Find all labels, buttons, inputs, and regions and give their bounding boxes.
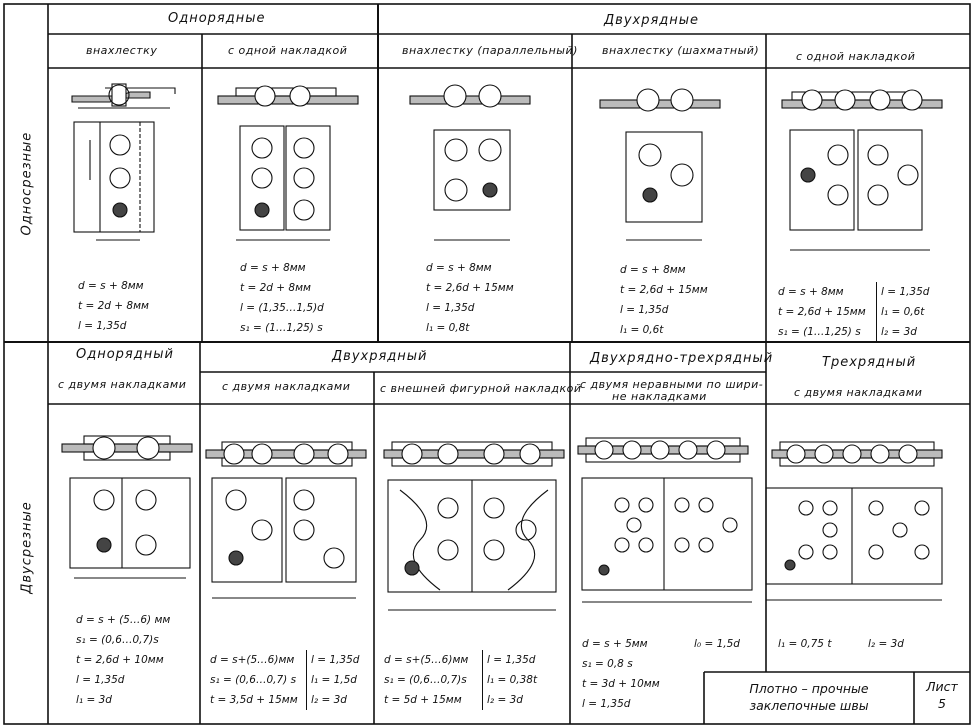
formula-block xyxy=(426,258,514,338)
formula-line: t = 2d + 8мм xyxy=(78,300,149,312)
col-label-two-straps-3: с двумя накладками xyxy=(794,386,923,399)
formula-line: d = s + 8мм xyxy=(620,264,686,276)
header-double-triple-row: Двухрядно-трехрядный xyxy=(590,351,774,366)
formula-line: l = 1,35d xyxy=(78,320,127,332)
formula-line: l = 1,35d xyxy=(487,654,536,666)
formula-line: d = s + 8мм xyxy=(778,286,844,298)
formula-line: t = 2d + 8мм xyxy=(240,282,311,294)
row-label-double-shear: Двусрезные xyxy=(19,501,35,594)
col-label-two-straps: с двумя накладками xyxy=(58,378,187,391)
formula-line: l₁ = 0,38t xyxy=(487,674,538,686)
sketch-double-row-one-strap xyxy=(782,90,942,250)
col-label-unequal-straps-2: не накладками xyxy=(612,390,707,403)
formula-line: l₁ = 1,5d xyxy=(311,674,357,686)
formula-block xyxy=(210,650,298,710)
formula-line: s₁ = (0,6…0,7) s xyxy=(210,674,297,686)
formula-line: s₁ = (0,6…0,7)s xyxy=(384,674,467,686)
formula-block xyxy=(240,258,324,338)
formula-line: d = s + 5мм xyxy=(582,638,648,650)
formula-block xyxy=(778,282,866,342)
formula-line: l₁ = 0,8t xyxy=(426,322,470,334)
col-label-figured-strap: с внешней фигурной накладкой xyxy=(380,382,582,395)
col-label-two-straps-2: с двумя накладками xyxy=(222,380,351,393)
formula-block xyxy=(620,260,708,340)
formula-line: t = 2,6d + 15мм xyxy=(778,306,866,318)
formula-block xyxy=(384,650,468,710)
formula-line: s₁ = (1…1,25) s xyxy=(778,326,861,338)
formula-line: t = 5d + 15мм xyxy=(384,694,462,706)
formula-line: t = 3d + 10мм xyxy=(582,678,660,690)
formula-line: l = 1,35d xyxy=(620,304,669,316)
formula-line: t = 2,6d + 15мм xyxy=(620,284,708,296)
sketch-double-row-parallel xyxy=(410,85,530,240)
formula-line: l₁ = 0,6t xyxy=(620,324,664,336)
formula-line: l₁ = 3d xyxy=(76,694,112,706)
formula-line: l₁ = 0,75 t xyxy=(778,638,832,650)
formula-line: d = s+(5…6)мм xyxy=(210,654,295,666)
col-label-lap-parallel: внахлестку (параллельный) xyxy=(402,44,578,57)
col-label-unequal-straps-1: с двумя неравными по шири- xyxy=(580,378,764,391)
formula-line: l = 1,35d xyxy=(426,302,475,314)
formula-line: l₂ = 3d xyxy=(487,694,523,706)
col-label-lap: внахлестку xyxy=(86,44,158,57)
sketch-triple-row xyxy=(766,442,942,600)
sheet-title-line1: Плотно – прочные xyxy=(749,681,869,696)
formula-line: d = s + 8мм xyxy=(426,262,492,274)
formula-block xyxy=(482,650,537,710)
formula-line: l₂ = 3d xyxy=(868,638,904,650)
formula-line: l₀ = 1,5d xyxy=(694,638,740,650)
formula-line: l = (1,35…1,5)d xyxy=(240,302,324,314)
col-label-one-strap: с одной накладкой xyxy=(228,44,348,57)
formula-block xyxy=(582,634,660,714)
sketch-double-shear-single-row xyxy=(62,436,192,578)
formula-line: t = 2,6d + 15мм xyxy=(426,282,514,294)
formula-line: l₂ = 3d xyxy=(311,694,347,706)
row-label-single-shear: Односрезные xyxy=(19,131,35,236)
header-single-row-b: Однорядный xyxy=(76,347,174,362)
formula-line: t = 3,5d + 15мм xyxy=(210,694,298,706)
sketch-double-row-staggered xyxy=(600,89,720,240)
header-double-row: Двухрядные xyxy=(604,13,700,28)
formula-line: t = 2,6d + 10мм xyxy=(76,654,164,666)
sheet-number-block xyxy=(914,678,970,712)
sketch-figured-strap xyxy=(384,442,564,610)
sketch-double-row-two-straps xyxy=(206,442,366,598)
formula-block xyxy=(876,282,929,342)
header-triple-row: Трехрядный xyxy=(822,355,917,370)
formula-line: l = 1,35d xyxy=(582,698,631,710)
sheet-label: Лист xyxy=(926,679,958,694)
formula-block xyxy=(76,610,170,710)
formula-line: d = s + 8мм xyxy=(78,280,144,292)
formula-line: d = s+(5…6)мм xyxy=(384,654,469,666)
header-single-row: Однорядные xyxy=(168,11,266,26)
formula-line: l₂ = 3d xyxy=(881,326,917,338)
formula-line: s₁ = (0,6…0,7)s xyxy=(76,634,159,646)
formula-line: l = 1,35d xyxy=(76,674,125,686)
formula-line: s₁ = 0,8 s xyxy=(582,658,633,670)
sheet-title-line2: заклепочные швы xyxy=(749,698,869,713)
col-label-one-strap-2: с одной накладкой xyxy=(796,50,916,63)
formula-line: d = s + 8мм xyxy=(240,262,306,274)
sheet-number: 5 xyxy=(938,696,946,711)
formula-line: l = 1,35d xyxy=(311,654,360,666)
formula-line: d = s + (5…6) мм xyxy=(76,614,171,626)
formula-line: l₁ = 0,6t xyxy=(881,306,925,318)
sketch-single-row-one-strap xyxy=(218,86,358,240)
header-double-row-b: Двухрядный xyxy=(332,349,428,364)
col-label-lap-staggered: внахлестку (шахматный) xyxy=(602,44,760,57)
formula-line: s₁ = (1…1,25) s xyxy=(240,322,323,334)
sketch-double-triple-row xyxy=(578,438,752,602)
formula-line: l = 1,35d xyxy=(881,286,930,298)
formula-block xyxy=(78,276,149,336)
sketch-single-row-lap xyxy=(72,84,175,240)
formula-block xyxy=(306,650,359,710)
sheet-title xyxy=(704,680,914,714)
